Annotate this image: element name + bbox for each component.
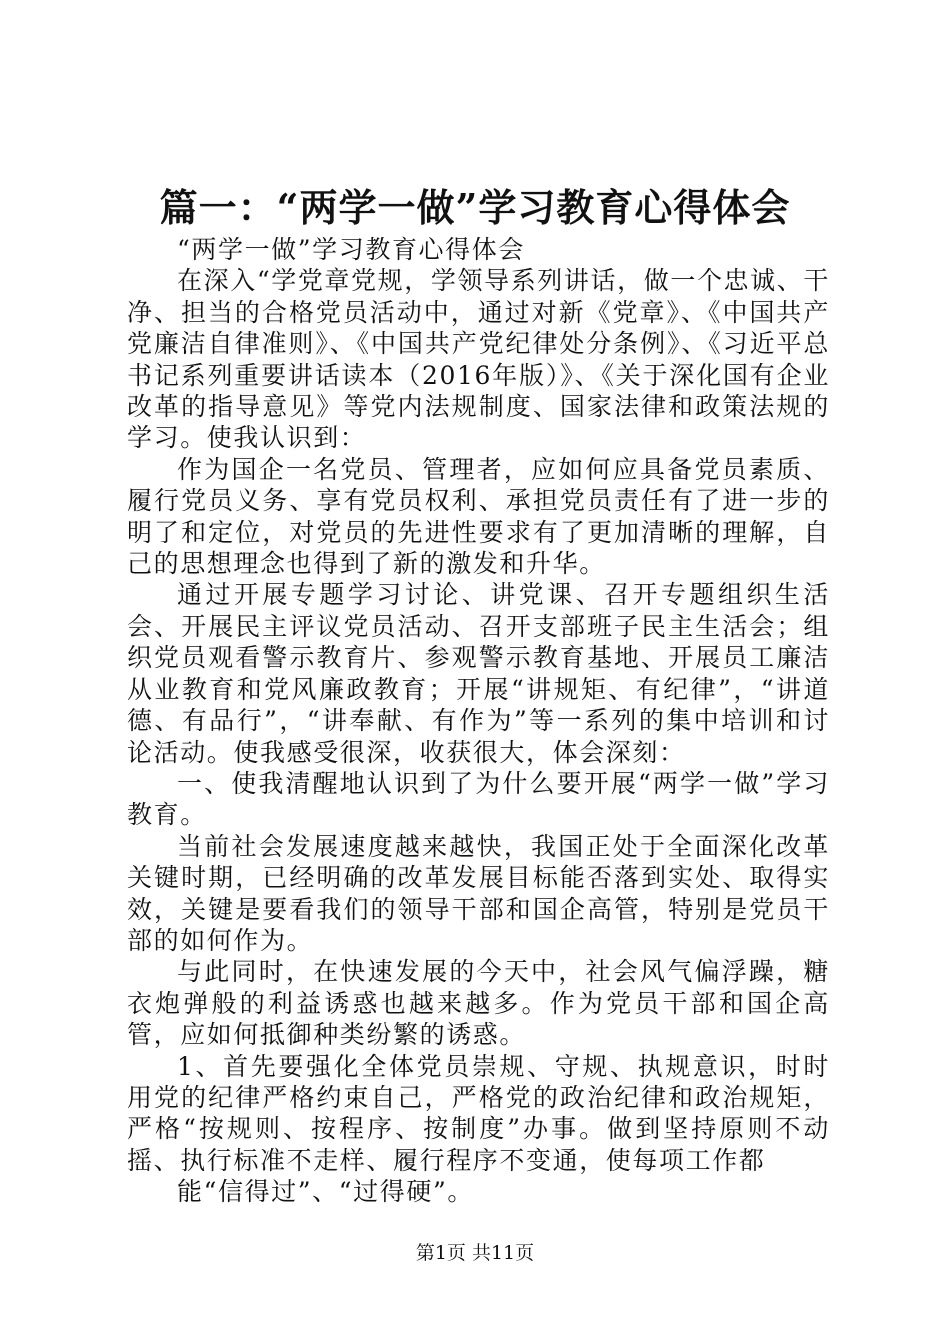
- paragraph: 与此同时，在快速发展的今天中，社会风气偏浮躁，糖衣炮弹般的利益诱惑也越来越多。作为党员干部和国企高管，应如何抵御种类纷繁的诱惑。: [127, 957, 830, 1050]
- paragraph: 能“信得过”、“过得硬”。: [177, 1177, 474, 1207]
- paragraph: 1、首先要强化全体党员崇规、守规、执规意识，时时用党的纪律严格约束自己，严格党的政治纪律和政治规矩，严格“按规则、按程序、按制度”办事。做到坚持原则不动摇、执行标准不走样、履行程序不变通，使每项工作都: [127, 1051, 830, 1175]
- paragraph: 作为国企一名党员、管理者，应如何应具备党员素质、履行党员义务、享有党员权利、承担党员责任有了进一步的明了和定位，对党员的先进性要求有了更加清晰的理解，自己的思想理念也得到了新的激发和升华。: [127, 454, 830, 579]
- document-title: 篇一：“两学一做”学习教育心得体会: [159, 185, 791, 230]
- paragraph: 在深入“学党章党规，学领导系列讲话，做一个忠诚、干净、担当的合格党员活动中，通过对新《党章》、《中国共产党廉洁自律准则》、《中国共产党纪律处分条例》、《习近平总书记系列重要讲话读本（2016年版）》、《关于深化国有企业改革的指导意见》等党内法规制度、国家法律和政策法规的学习。使我认识到：: [127, 266, 830, 453]
- section-heading: 一、使我清醒地认识到了为什么要开展“两学一做”学习教育。: [127, 768, 830, 830]
- paragraph: 当前社会发展速度越来越快，我国正处于全面深化改革关键时期，已经明确的改革发展目标能否落到实处、取得实效，关键是要看我们的领导干部和国企高管，特别是党员干部的如何作为。: [127, 831, 830, 955]
- paragraph: 通过开展专题学习讨论、讲党课、召开专题组织生活会、开展民主评议党员活动、召开支部班子民主生活会；组织党员观看警示教育片、参观警示教育基地、开展员工廉洁从业教育和党风廉政教育；开展“讲规矩、有纪律”，“讲道德、有品行”，“讲奉献、有作为”等一系列的集中培训和讨论活动。使我感受很深，收获很大，体会深刻：: [127, 580, 830, 767]
- paragraph-subtitle: “两学一做”学习教育心得体会: [177, 235, 525, 264]
- page-number-footer: 第1页 共11页: [415, 1242, 535, 1264]
- document-body: [127, 234, 830, 1208]
